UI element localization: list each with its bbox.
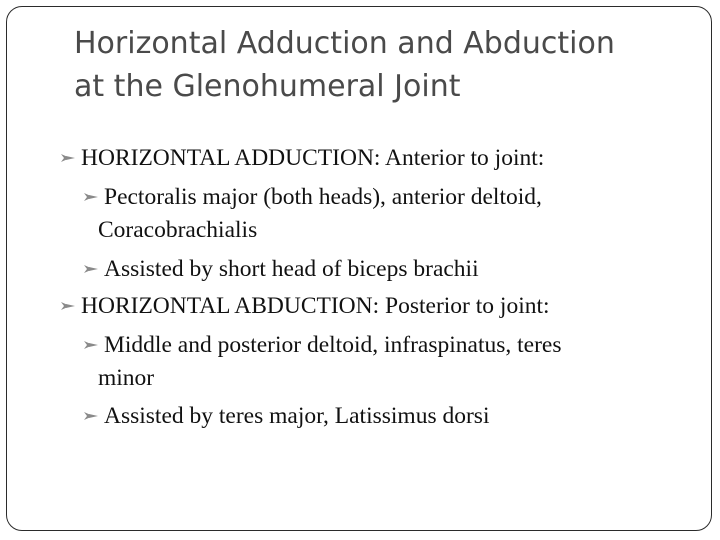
bullet-icon xyxy=(83,261,99,277)
bullet-icon xyxy=(83,337,99,353)
bullet-icon xyxy=(60,298,76,314)
bullet-text: HORIZONTAL ADDUCTION: Anterior to joint: xyxy=(81,145,545,171)
sub-bullet-continuation xyxy=(98,215,257,245)
sub-bullet-continuation xyxy=(98,363,154,393)
sub-bullet-item-biceps xyxy=(83,254,479,284)
bullet-icon xyxy=(60,150,76,166)
bullet-text: Assisted by short head of biceps brachii xyxy=(104,256,479,282)
bullet-text-line-1: Middle and posterior deltoid, infraspinatus, teres xyxy=(104,332,562,358)
bullet-text: Assisted by teres major, Latissimus dorsi xyxy=(104,403,490,429)
title-line-2: at the Glenohumeral Joint xyxy=(74,69,461,104)
bullet-item-horizontal-adduction xyxy=(60,143,544,173)
bullet-icon xyxy=(83,408,99,424)
bullet-text: HORIZONTAL ABDUCTION: Posterior to joint: xyxy=(81,293,550,319)
bullet-text-line-2: Coracobrachialis xyxy=(98,217,258,243)
sub-bullet-item-deltoid xyxy=(83,330,562,360)
sub-bullet-item-teres-major xyxy=(83,401,489,431)
sub-bullet-item-pectoralis xyxy=(83,182,542,212)
bullet-text-line-2: minor xyxy=(98,365,155,391)
bullet-item-horizontal-abduction xyxy=(60,291,550,321)
bullet-text-line-1: Pectoralis major (both heads), anterior deltoid, xyxy=(104,184,542,210)
title-line-1: Horizontal Adduction and Abduction xyxy=(74,26,615,61)
bullet-icon xyxy=(83,189,99,205)
